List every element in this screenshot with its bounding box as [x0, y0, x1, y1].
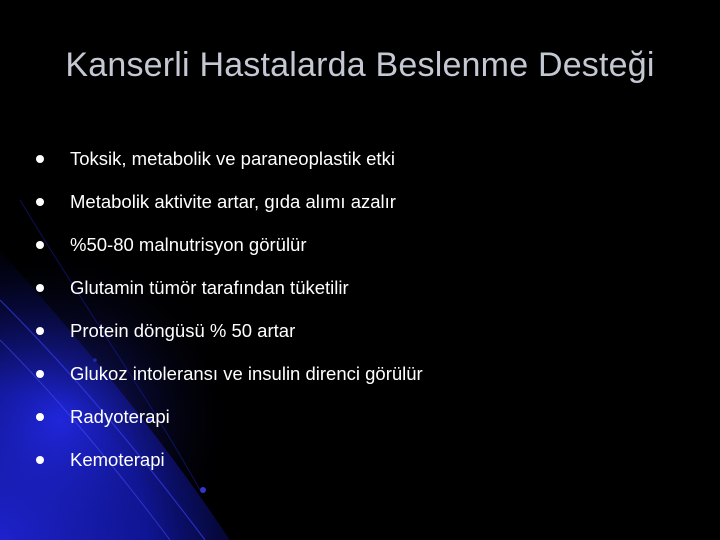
bullet-text: Glukoz intoleransı ve insulin direnci görülür — [70, 362, 423, 384]
bullet-dot-icon — [36, 198, 44, 206]
bullet-dot-icon — [36, 284, 44, 292]
bullet-text: Metabolik aktivite artar, gıda alımı azalır — [70, 190, 396, 212]
bullet-item — [36, 395, 423, 438]
bullet-text: Toksik, metabolik ve paraneoplastik etki — [70, 147, 395, 169]
bullet-item — [36, 180, 423, 223]
bullet-item — [36, 438, 423, 481]
bullet-text: Protein döngüsü % 50 artar — [70, 319, 296, 341]
bullet-text: %50-80 malnutrisyon görülür — [70, 233, 307, 255]
bullet-text: Glutamin tümör tarafından tüketilir — [70, 276, 349, 298]
slide-title: Kanserli Hastalarda Beslenme Desteği — [65, 46, 655, 84]
bullet-dot-icon — [36, 370, 44, 378]
bullet-text: Kemoterapi — [70, 448, 165, 470]
bullet-item — [36, 223, 423, 266]
bullet-item — [36, 352, 423, 395]
bullet-list — [36, 137, 423, 481]
decor-dot — [200, 487, 206, 493]
bullet-dot-icon — [36, 327, 44, 335]
bullet-dot-icon — [36, 241, 44, 249]
bullet-dot-icon — [36, 155, 44, 163]
bullet-item — [36, 137, 423, 180]
bullet-item — [36, 266, 423, 309]
bullet-text: Radyoterapi — [70, 405, 170, 427]
bullet-dot-icon — [36, 456, 44, 464]
bullet-item — [36, 309, 423, 352]
bullet-dot-icon — [36, 413, 44, 421]
